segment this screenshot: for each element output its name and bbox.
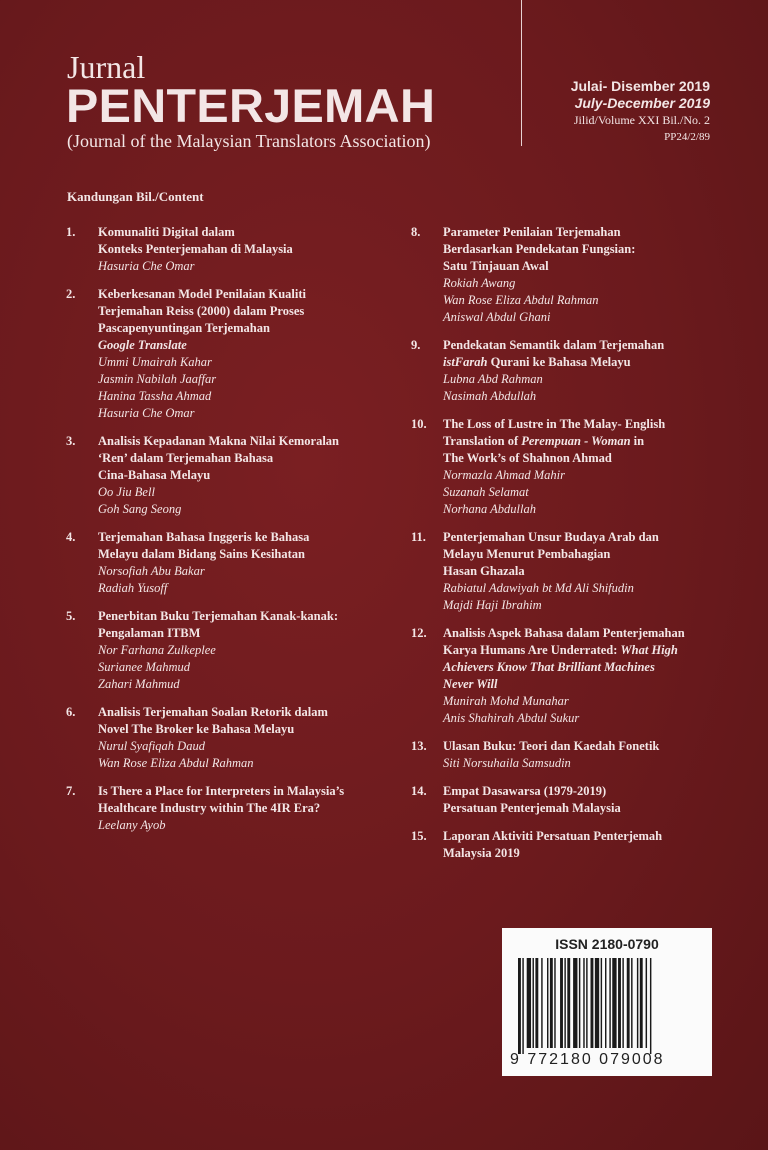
entry-author: Nasimah Abdullah: [443, 389, 537, 403]
barcode-bar: [573, 958, 577, 1048]
barcode-bar: [533, 958, 534, 1048]
entry-title: [443, 529, 731, 580]
entry-number: 11.: [411, 530, 426, 544]
barcode-bar: [586, 958, 587, 1048]
entry-title-text: Analisis Kepadanan Makna Nilai Kemoralan ‘Ren’ dalam Terjemahan Bahasa Cina-Bahasa Melayu: [98, 434, 340, 482]
barcode-bar: [554, 958, 555, 1048]
entry-author: Wan Rose Eliza Abdul Rahman: [443, 293, 599, 307]
barcode-bar: [591, 958, 594, 1048]
entry-number: 1.: [66, 225, 76, 239]
entry-title: [443, 224, 731, 275]
entry-title: [443, 416, 731, 467]
entry-title-text: Komunaliti Digital dalam Konteks Penterjemahan di Malaysia: [98, 225, 293, 256]
content-entry: [66, 704, 386, 772]
entry-author: Leelany Ayob: [98, 818, 166, 832]
content-entry: [411, 783, 731, 817]
content-entry: [66, 224, 386, 275]
barcode-bar: [567, 958, 570, 1048]
content-entry: [411, 416, 731, 518]
content-entry: [66, 433, 386, 518]
entry-title: [443, 783, 731, 817]
barcode-digits: 9 772180 079008: [510, 1051, 665, 1068]
contents-left-column: [66, 224, 386, 845]
entry-body: [443, 416, 731, 518]
issue-date-en: July-December 2019: [574, 95, 710, 111]
barcode-bar: [560, 958, 563, 1048]
entry-author: Surianee Mahmud: [98, 660, 190, 674]
entry-number: 10.: [411, 417, 427, 431]
entry-title-text: The Loss of Lustre in The Malay- English Translation of: [443, 417, 666, 448]
entry-number: 7.: [66, 784, 76, 798]
entry-number: 8.: [411, 225, 421, 239]
entry-number: 9.: [411, 338, 421, 352]
entry-number: 6.: [66, 705, 76, 719]
entry-body: [98, 529, 386, 597]
barcode-bar: [618, 958, 621, 1048]
entry-title-text: Laporan Aktiviti Persatuan Penterjemah Malaysia 2019: [443, 829, 663, 860]
barcode-bar: [547, 958, 548, 1048]
barcode-bar: [579, 958, 580, 1048]
barcode-bar: [631, 958, 632, 1048]
entry-author: Lubna Abd Rahman: [443, 372, 543, 386]
entry-author: Jasmin Nabilah Jaaffar: [98, 372, 217, 386]
barcode-bar: [637, 958, 638, 1048]
contents-heading: Kandungan Bil./Content: [67, 189, 204, 204]
entry-title-text: Penerbitan Buku Terjemahan Kanak-kanak: Pengalaman ITBM: [98, 609, 338, 640]
barcode-bar: [622, 958, 623, 1048]
entry-author: Oo Jiu Bell: [98, 485, 155, 499]
content-entry: [411, 337, 731, 405]
entry-title-italic: Google Translate: [98, 338, 187, 352]
entry-title-line2: [443, 354, 731, 371]
entry-body: [443, 738, 731, 772]
permit-number: PP24/2/89: [664, 131, 710, 143]
content-entry: [411, 828, 731, 862]
entry-title-italic: istFarah: [443, 355, 488, 369]
entry-number: 14.: [411, 784, 427, 798]
barcode-bar: [527, 958, 531, 1048]
entry-author: Rokiah Awang: [443, 276, 516, 290]
barcode-bar: [646, 958, 647, 1048]
volume-number: Jilid/Volume XXI Bil./No. 2: [573, 113, 710, 127]
entry-title: [443, 828, 731, 862]
entry-number: 3.: [66, 434, 76, 448]
barcode-bar: [550, 958, 553, 1048]
entry-body: [98, 783, 386, 834]
entry-author: Hasuria Che Omar: [98, 406, 195, 420]
barcode-bar: [650, 958, 651, 1054]
entry-body: [98, 286, 386, 422]
entry-author: Nor Farhana Zulkeplee: [98, 643, 216, 657]
entry-author: Normazla Ahmad Mahir: [443, 468, 566, 482]
entry-author: Aniswal Abdul Ghani: [443, 310, 551, 324]
barcode-bar: [535, 958, 538, 1048]
entry-number: 5.: [66, 609, 76, 623]
contents-right-column: [411, 224, 731, 873]
entry-author: Zahari Mahmud: [98, 677, 180, 691]
entry-number: 12.: [411, 626, 427, 640]
content-entry: [66, 783, 386, 834]
barcode-bar: [522, 958, 523, 1054]
barcode-bar: [541, 958, 542, 1048]
entry-author: Ummi Umairah Kahar: [98, 355, 212, 369]
entry-body: [98, 608, 386, 693]
issn-label: ISSN 2180-0790: [555, 936, 659, 952]
content-entry: [411, 529, 731, 614]
entry-author: Munirah Mohd Munahar: [443, 694, 569, 708]
entry-title-text: Penterjemahan Unsur Budaya Arab dan Melayu Menurut Pembahagian Hasan Ghazala: [443, 530, 659, 578]
content-entry: [66, 529, 386, 597]
entry-author: Majdi Haji Ibrahim: [443, 598, 542, 612]
entry-title: [98, 286, 386, 337]
barcode-bar: [612, 958, 616, 1048]
entry-author: Hanina Tassha Ahmad: [98, 389, 212, 403]
entry-title-text: Analisis Aspek Bahasa dalam Penterjemahan Karya Humans Are Underrated:: [443, 626, 685, 657]
entry-body: [98, 224, 386, 275]
content-entry: [411, 625, 731, 727]
entry-title-text: Empat Dasawarsa (1979-2019) Persatuan Penterjemah Malaysia: [443, 784, 621, 815]
entry-body: [443, 625, 731, 727]
content-entry: [411, 738, 731, 772]
entry-title: [98, 704, 386, 738]
content-entry: [411, 224, 731, 326]
barcode-bar: [609, 958, 610, 1048]
entry-title: [443, 337, 731, 354]
entry-title: [443, 738, 731, 755]
entry-number: 4.: [66, 530, 76, 544]
entry-number: 13.: [411, 739, 427, 753]
issue-date-ms: Julai- Disember 2019: [570, 78, 710, 94]
entry-title-italic: Perempuan - Woman: [521, 434, 631, 448]
entry-title-text: Is There a Place for Interpreters in Malaysia’s Healthcare Industry within The 4IR Era?: [98, 784, 345, 815]
entry-author: Norhana Abdullah: [443, 502, 536, 516]
entry-author: Norsofiah Abu Bakar: [98, 564, 205, 578]
content-entry: [66, 286, 386, 422]
barcode-bar: [595, 958, 599, 1048]
entry-title-text: Keberkesanan Model Penilaian Kualiti Terjemahan Reiss (2000) dalam Proses Pascapenyuntingan Terjemahan: [98, 287, 306, 335]
entry-title-italic: What High Achievers Know That Brilliant Machines Never Will: [443, 643, 678, 691]
entry-number: 15.: [411, 829, 427, 843]
barcode-bar: [583, 958, 584, 1048]
journal-title: PENTERJEMAH: [66, 79, 436, 132]
entry-author: Suzanah Selamat: [443, 485, 529, 499]
barcode-bar: [627, 958, 630, 1048]
entry-body: [98, 704, 386, 772]
barcode-bar: [601, 958, 602, 1048]
entry-author: Siti Norsuhaila Samsudin: [443, 756, 571, 770]
content-entry: [66, 608, 386, 693]
entry-title-text: Ulasan Buku: Teori dan Kaedah Fonetik: [443, 739, 660, 753]
entry-title-rest: Qurani ke Bahasa Melayu: [487, 355, 631, 369]
entry-title: [98, 783, 386, 817]
entry-title-text: Parameter Penilaian Terjemahan Berdasarkan Pendekatan Fungsian: Satu Tinjauan Awal: [443, 225, 636, 273]
barcode-bar: [605, 958, 606, 1048]
header-divider: [521, 0, 522, 146]
entry-author: Anis Shahirah Abdul Sukur: [443, 711, 580, 725]
barcode-bars: [518, 958, 702, 1054]
entry-title-text: Terjemahan Bahasa Inggeris ke Bahasa Melayu dalam Bidang Sains Kesihatan: [98, 530, 310, 561]
issue-info: [571, 78, 710, 146]
entry-title: [98, 224, 386, 258]
journal-label: Jurnal: [67, 49, 146, 85]
journal-subtitle: (Journal of the Malaysian Translators Association): [67, 131, 431, 151]
entry-author: Rabiatul Adawiyah bt Md Ali Shifudin: [443, 581, 634, 595]
entry-body: [443, 337, 731, 405]
entry-body: [443, 783, 731, 817]
entry-title-text: Analisis Terjemahan Soalan Retorik dalam Novel The Broker ke Bahasa Melayu: [98, 705, 328, 736]
entry-title-rest: in The Work’s of Shahnon Ahmad: [443, 434, 645, 465]
entry-body: [443, 828, 731, 862]
entry-author: Hasuria Che Omar: [98, 259, 195, 273]
barcode-bar: [518, 958, 521, 1054]
barcode-bar: [564, 958, 565, 1048]
entry-body: [443, 224, 731, 326]
entry-title: [98, 433, 386, 484]
entry-author: Nurul Syafiqah Daud: [98, 739, 205, 753]
barcode-bar: [640, 958, 643, 1048]
entry-number: 2.: [66, 287, 76, 301]
entry-author: Wan Rose Eliza Abdul Rahman: [98, 756, 254, 770]
barcode-panel: [502, 928, 712, 1076]
entry-body: [98, 433, 386, 518]
entry-title: [98, 529, 386, 563]
entry-title: [443, 625, 731, 693]
entry-title: [98, 608, 386, 642]
entry-body: [443, 529, 731, 614]
entry-author: Radiah Yusoff: [98, 581, 168, 595]
entry-author: Goh Sang Seong: [98, 502, 182, 516]
entry-title-text: Pendekatan Semantik dalam Terjemahan: [443, 338, 665, 352]
